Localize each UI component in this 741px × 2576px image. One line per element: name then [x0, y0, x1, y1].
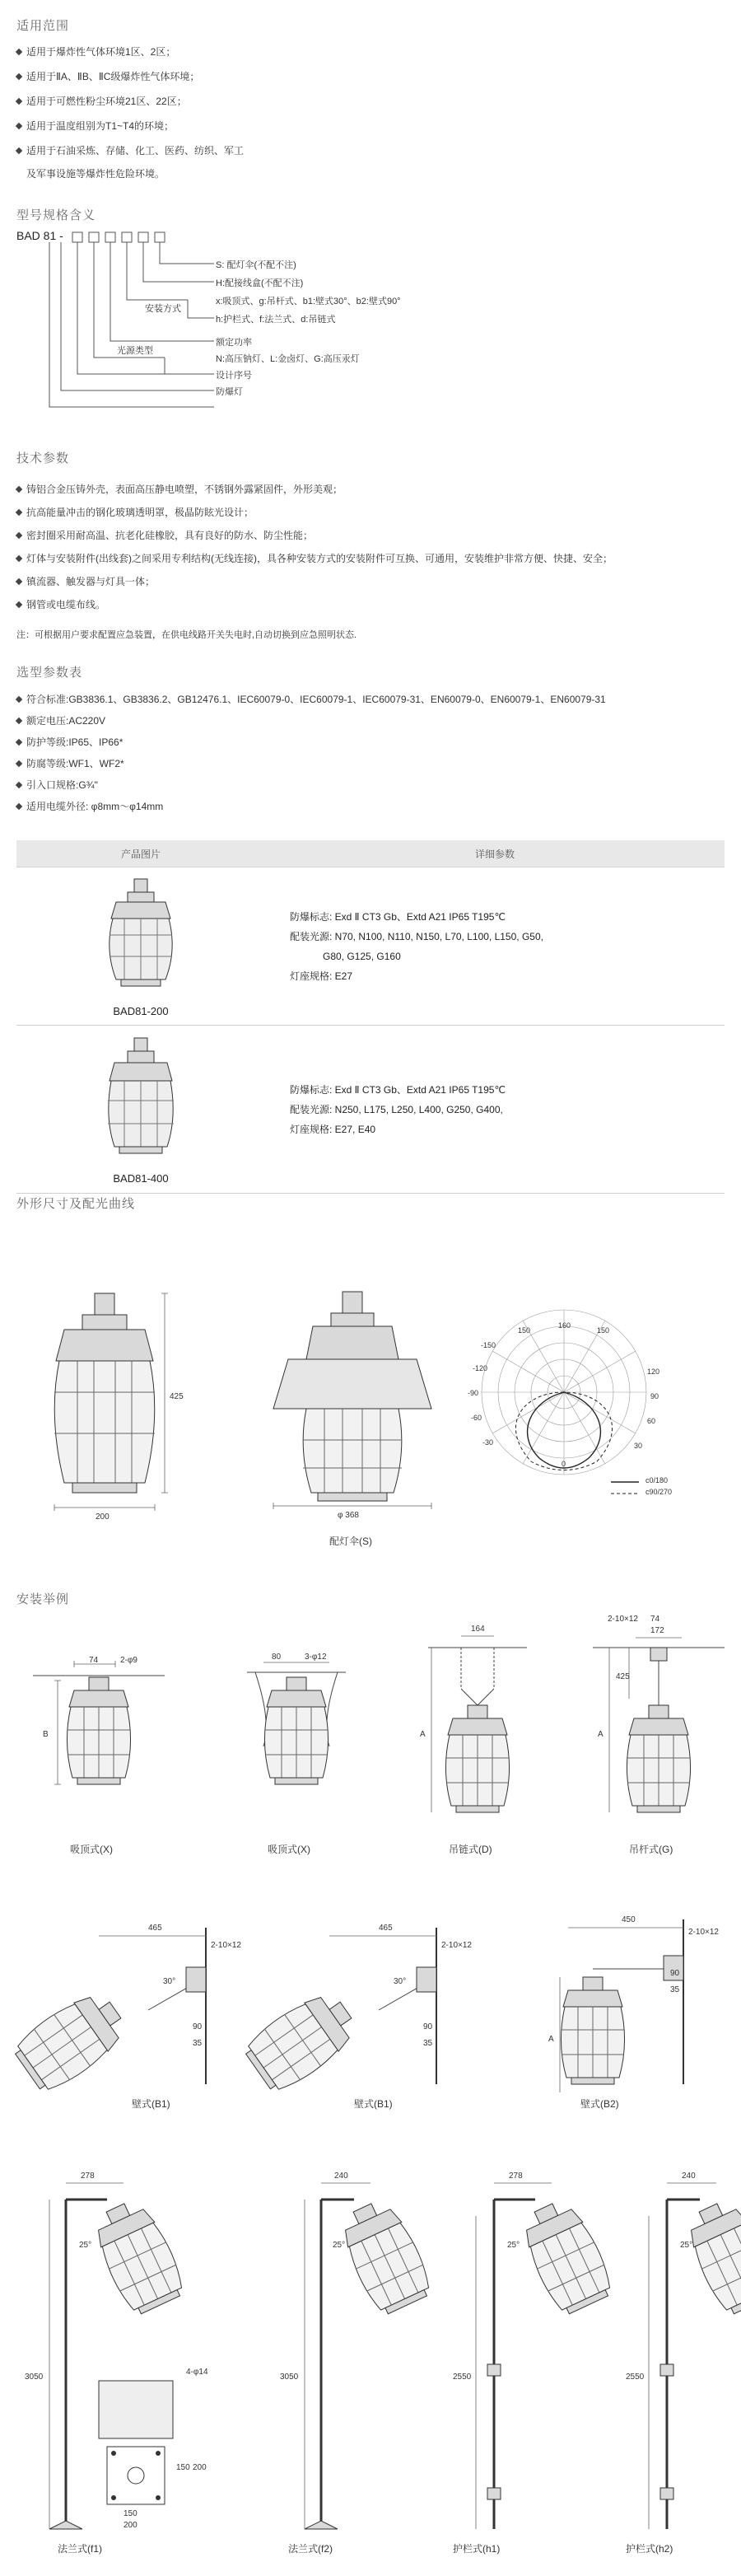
flange-dim: 150 [176, 2463, 190, 2472]
spec-detail-cell [265, 867, 725, 1026]
spec-image-cell [16, 1026, 265, 1194]
tech-note: 注：可根据用户要求配置应急装置，在供电线路开关失电时,自动切换到应急照明状态. [16, 630, 357, 640]
model-mid-mount: 安装方式 [145, 304, 181, 314]
flange-dim: 200 [124, 2521, 137, 2530]
polar-label: -120 [473, 1364, 488, 1372]
dim-label: 278 [81, 2172, 95, 2181]
model-label-seq: 设计序号 [216, 371, 252, 381]
dim-label: 25° [680, 2241, 693, 2250]
polar-legend-c90: c90/270 [645, 1488, 673, 1496]
tech-item: 灯体与安装附件(出线套)之间采用专利结构(无线连接)，具各种安装方式的安装附件可互换、可通用，安装维护非常方便、快捷、安全； [16, 551, 613, 565]
install-caption: 护栏式(h2) [626, 2543, 673, 2555]
dim-label: 30° [163, 1977, 176, 1986]
selection-item: 符合标准:GB3836.1、GB3836.2、GB12476.1、IEC60079-0、IEC60079-1、IEC60079-31、EN60079-0、EN60079-1、EN60079-31 [16, 692, 606, 706]
install-flange-f1 [49, 2183, 189, 2529]
spec-detail-cell [265, 1026, 725, 1194]
dim-label: 2550 [626, 2373, 645, 2382]
model-code: BAD 81 - [16, 229, 63, 242]
dims-drawings [0, 1285, 741, 1549]
dim-label: 240 [682, 2172, 696, 2181]
polar-label: 0 [562, 1460, 566, 1468]
spec-header-image: 产品图片 [16, 840, 265, 867]
install-caption: 吊杆式(G) [629, 1844, 673, 1855]
selection-item: 防护等级:IP65、IP66* [16, 735, 123, 749]
dim-label: 2-10×12 [608, 1615, 638, 1624]
tech-item: 钢管或电缆布线。 [16, 597, 105, 611]
dim-label: 90 [423, 2022, 433, 2031]
dim-label: 90 [670, 1969, 680, 1978]
dim-umbrella-width: φ 368 [338, 1511, 359, 1520]
selection-item: 适用电缆外径: φ8mm～φ14mm [16, 799, 163, 813]
spec-row [16, 1026, 725, 1194]
model-label-lamp: 防爆灯 [216, 387, 243, 397]
spec-image-cell [16, 867, 265, 1026]
install-caption: 法兰式(f1) [58, 2543, 103, 2555]
dim-label: A [598, 1730, 604, 1739]
polar-label: 150 [597, 1326, 610, 1335]
dim-label: 465 [379, 1924, 393, 1933]
install-wall-b1a [9, 1928, 206, 2097]
spec-line: 灯座规格: E27 [290, 970, 353, 982]
model-label-power: 额定功率 [216, 338, 252, 348]
polar-label: 90 [650, 1392, 659, 1400]
lamp-200-image [91, 876, 190, 999]
install-drawings [0, 1623, 741, 2562]
dim-label: 2550 [453, 2373, 472, 2382]
scope-title: 适用范围 [16, 19, 70, 33]
install-wall-b1b [240, 1928, 436, 2097]
selection-title: 选型参数表 [16, 666, 83, 680]
dim-label: 25° [507, 2241, 520, 2250]
umbrella-caption: 配灯伞(S) [329, 1536, 372, 1547]
dim-label: 2-10×12 [211, 1941, 241, 1950]
install-flange-f2 [305, 2183, 436, 2529]
lamp-umbrella-view [273, 1292, 431, 1509]
dim-height: 425 [170, 1392, 184, 1401]
dim-label: 74 [89, 1656, 99, 1665]
dim-label: 278 [509, 2172, 523, 2181]
spec-line: 防爆标志: Exd Ⅱ CT3 Gb、Extd A21 IP65 T195℃ [290, 910, 506, 923]
dim-label: 2-10×12 [441, 1941, 472, 1950]
install-caption: 吸顶式(X) [268, 1844, 310, 1855]
install-chain-d [428, 1636, 527, 1812]
install-caption: 壁式(B1) [354, 2098, 393, 2110]
spec-model: BAD81-400 [113, 1171, 169, 1185]
dim-label: 74 [650, 1615, 660, 1624]
install-rail-h2 [649, 2183, 741, 2529]
polar-label: 150 [518, 1326, 531, 1335]
dim-label: 25° [79, 2241, 92, 2250]
dim-label: 2-φ9 [120, 1656, 137, 1665]
dim-label: 80 [272, 1653, 282, 1662]
dim-label: A [420, 1730, 426, 1739]
dim-label: 35 [193, 2039, 203, 2048]
tech-item: 密封圈采用耐高温、抗老化硅橡胶，具有良好的防水、防尘性能； [16, 528, 313, 542]
spec-line: G80, G125, G160 [290, 950, 401, 962]
dim-label: 425 [616, 1672, 630, 1681]
install-caption: 吊链式(D) [449, 1844, 492, 1855]
install-caption: 法兰式(f2) [288, 2543, 333, 2555]
install-rail-h1 [476, 2183, 618, 2529]
polar-label: -150 [481, 1341, 496, 1349]
spec-line: 防爆标志: Exd Ⅱ CT3 Gb、Extd A21 IP65 T195℃ [290, 1083, 506, 1096]
polar-label: 160 [558, 1321, 571, 1330]
polar-light-curve [482, 1310, 646, 1475]
polar-label: -90 [468, 1389, 479, 1397]
lamp-front-view [54, 1293, 168, 1511]
dim-label: 164 [471, 1625, 485, 1634]
scope-item: 适用于爆炸性气体环境1区、2区； [16, 44, 175, 58]
polar-legend-marks [611, 1478, 644, 1503]
tech-item: 铸铝合金压铸外壳，表面高压静电喷塑，不锈钢外露紧固件，外形美观； [16, 482, 343, 496]
flange-holes: 4-φ14 [186, 2368, 208, 2377]
scope-item: 适用于ⅡA、ⅡB、ⅡC级爆炸性气体环境； [16, 69, 199, 83]
lamp-400-image [91, 1035, 190, 1166]
spec-row [16, 867, 725, 1026]
model-label-h: H:配接线盒(不配不注) [216, 278, 304, 288]
selection-item: 额定电压:AC220V [16, 713, 105, 727]
model-mid-source: 光源类型 [117, 346, 153, 356]
tech-item: 抗高能量冲击的钢化玻璃透明罩，极晶防眩光设计； [16, 505, 254, 519]
dims-title: 外形尺寸及配光曲线 [16, 1197, 136, 1211]
scope-continuation: 及军事设施等爆炸性危险环境。 [26, 168, 165, 180]
model-label-s: S: 配灯伞(不配不注) [216, 260, 296, 270]
polar-label: 120 [647, 1367, 660, 1376]
spec-model: BAD81-200 [113, 1004, 169, 1017]
spec-line: 配装光源: N70, N100, N110, N150, L70, L100, L150, G50, [290, 930, 543, 942]
model-title: 型号规格含义 [16, 208, 96, 222]
polar-label: 30 [634, 1442, 643, 1450]
dim-label: 450 [622, 1915, 636, 1924]
selection-item: 引入口规格:G¾" [16, 778, 98, 792]
dim-label: 240 [334, 2172, 348, 2181]
tech-item: 镇流器、触发器与灯具一体； [16, 574, 155, 588]
scope-item: 适用于可燃性粉尘环境21区、22区； [16, 94, 187, 108]
install-ceiling-x1 [33, 1661, 165, 1784]
dim-label: 35 [423, 2039, 433, 2048]
polar-legend-c0: c0/180 [645, 1476, 669, 1484]
dim-label: 3050 [25, 2373, 44, 2382]
dim-label: 35 [670, 1985, 680, 1994]
polar-label: -60 [471, 1414, 482, 1422]
install-pendant-g [593, 1638, 725, 1812]
spec-header-row [16, 840, 725, 867]
install-title: 安装举例 [16, 1592, 70, 1606]
model-label-mount2: h:护栏式、f:法兰式、d:吊链式 [216, 315, 336, 325]
dim-label: 3050 [280, 2373, 299, 2382]
polar-label: -30 [482, 1438, 494, 1447]
dim-label: 465 [148, 1924, 162, 1933]
scope-item: 适用于温度组别为T1~T4的环境； [16, 119, 174, 133]
dim-label: 172 [650, 1626, 664, 1635]
dim-label: 2-10×12 [688, 1928, 719, 1937]
scope-item: 适用于石油采炼、存储、化工、医药、纺织、军工 [16, 143, 244, 157]
install-caption: 吸顶式(X) [70, 1844, 113, 1855]
flange-dim: 150 [124, 2509, 137, 2518]
selection-item: 防腐等级:WF1、WF2* [16, 756, 124, 770]
install-wall-b2 [560, 1919, 683, 2092]
polar-label: 60 [647, 1417, 656, 1425]
dim-label: B [43, 1730, 49, 1739]
spec-line: 灯座规格: E27, E40 [290, 1123, 376, 1135]
install-ceiling-x2 [247, 1662, 346, 1784]
install-caption: 壁式(B1) [132, 2098, 170, 2110]
install-caption: 护栏式(h1) [453, 2543, 501, 2555]
tech-title: 技术参数 [16, 451, 70, 465]
model-label-mount1: x:吸顶式、g:吊杆式、b1:壁式30°、b2:壁式90° [216, 297, 401, 306]
dim-label: 90 [193, 2022, 203, 2031]
dim-label: 30° [394, 1977, 407, 1986]
spec-header-detail: 详细参数 [265, 840, 725, 867]
spec-table [16, 840, 725, 1194]
dim-label: 3-φ12 [305, 1653, 327, 1662]
dim-label: A [548, 2035, 554, 2044]
model-label-source: N:高压钠灯、L:金卤灯、G:高压汞灯 [216, 354, 360, 364]
flange-dim: 200 [193, 2463, 207, 2472]
spec-line: 配装光源: N250, L175, L250, L400, G250, G400, [290, 1103, 503, 1115]
install-caption: 壁式(B2) [580, 2098, 619, 2110]
dim-width: 200 [96, 1512, 110, 1522]
dim-label: 25° [333, 2241, 346, 2250]
